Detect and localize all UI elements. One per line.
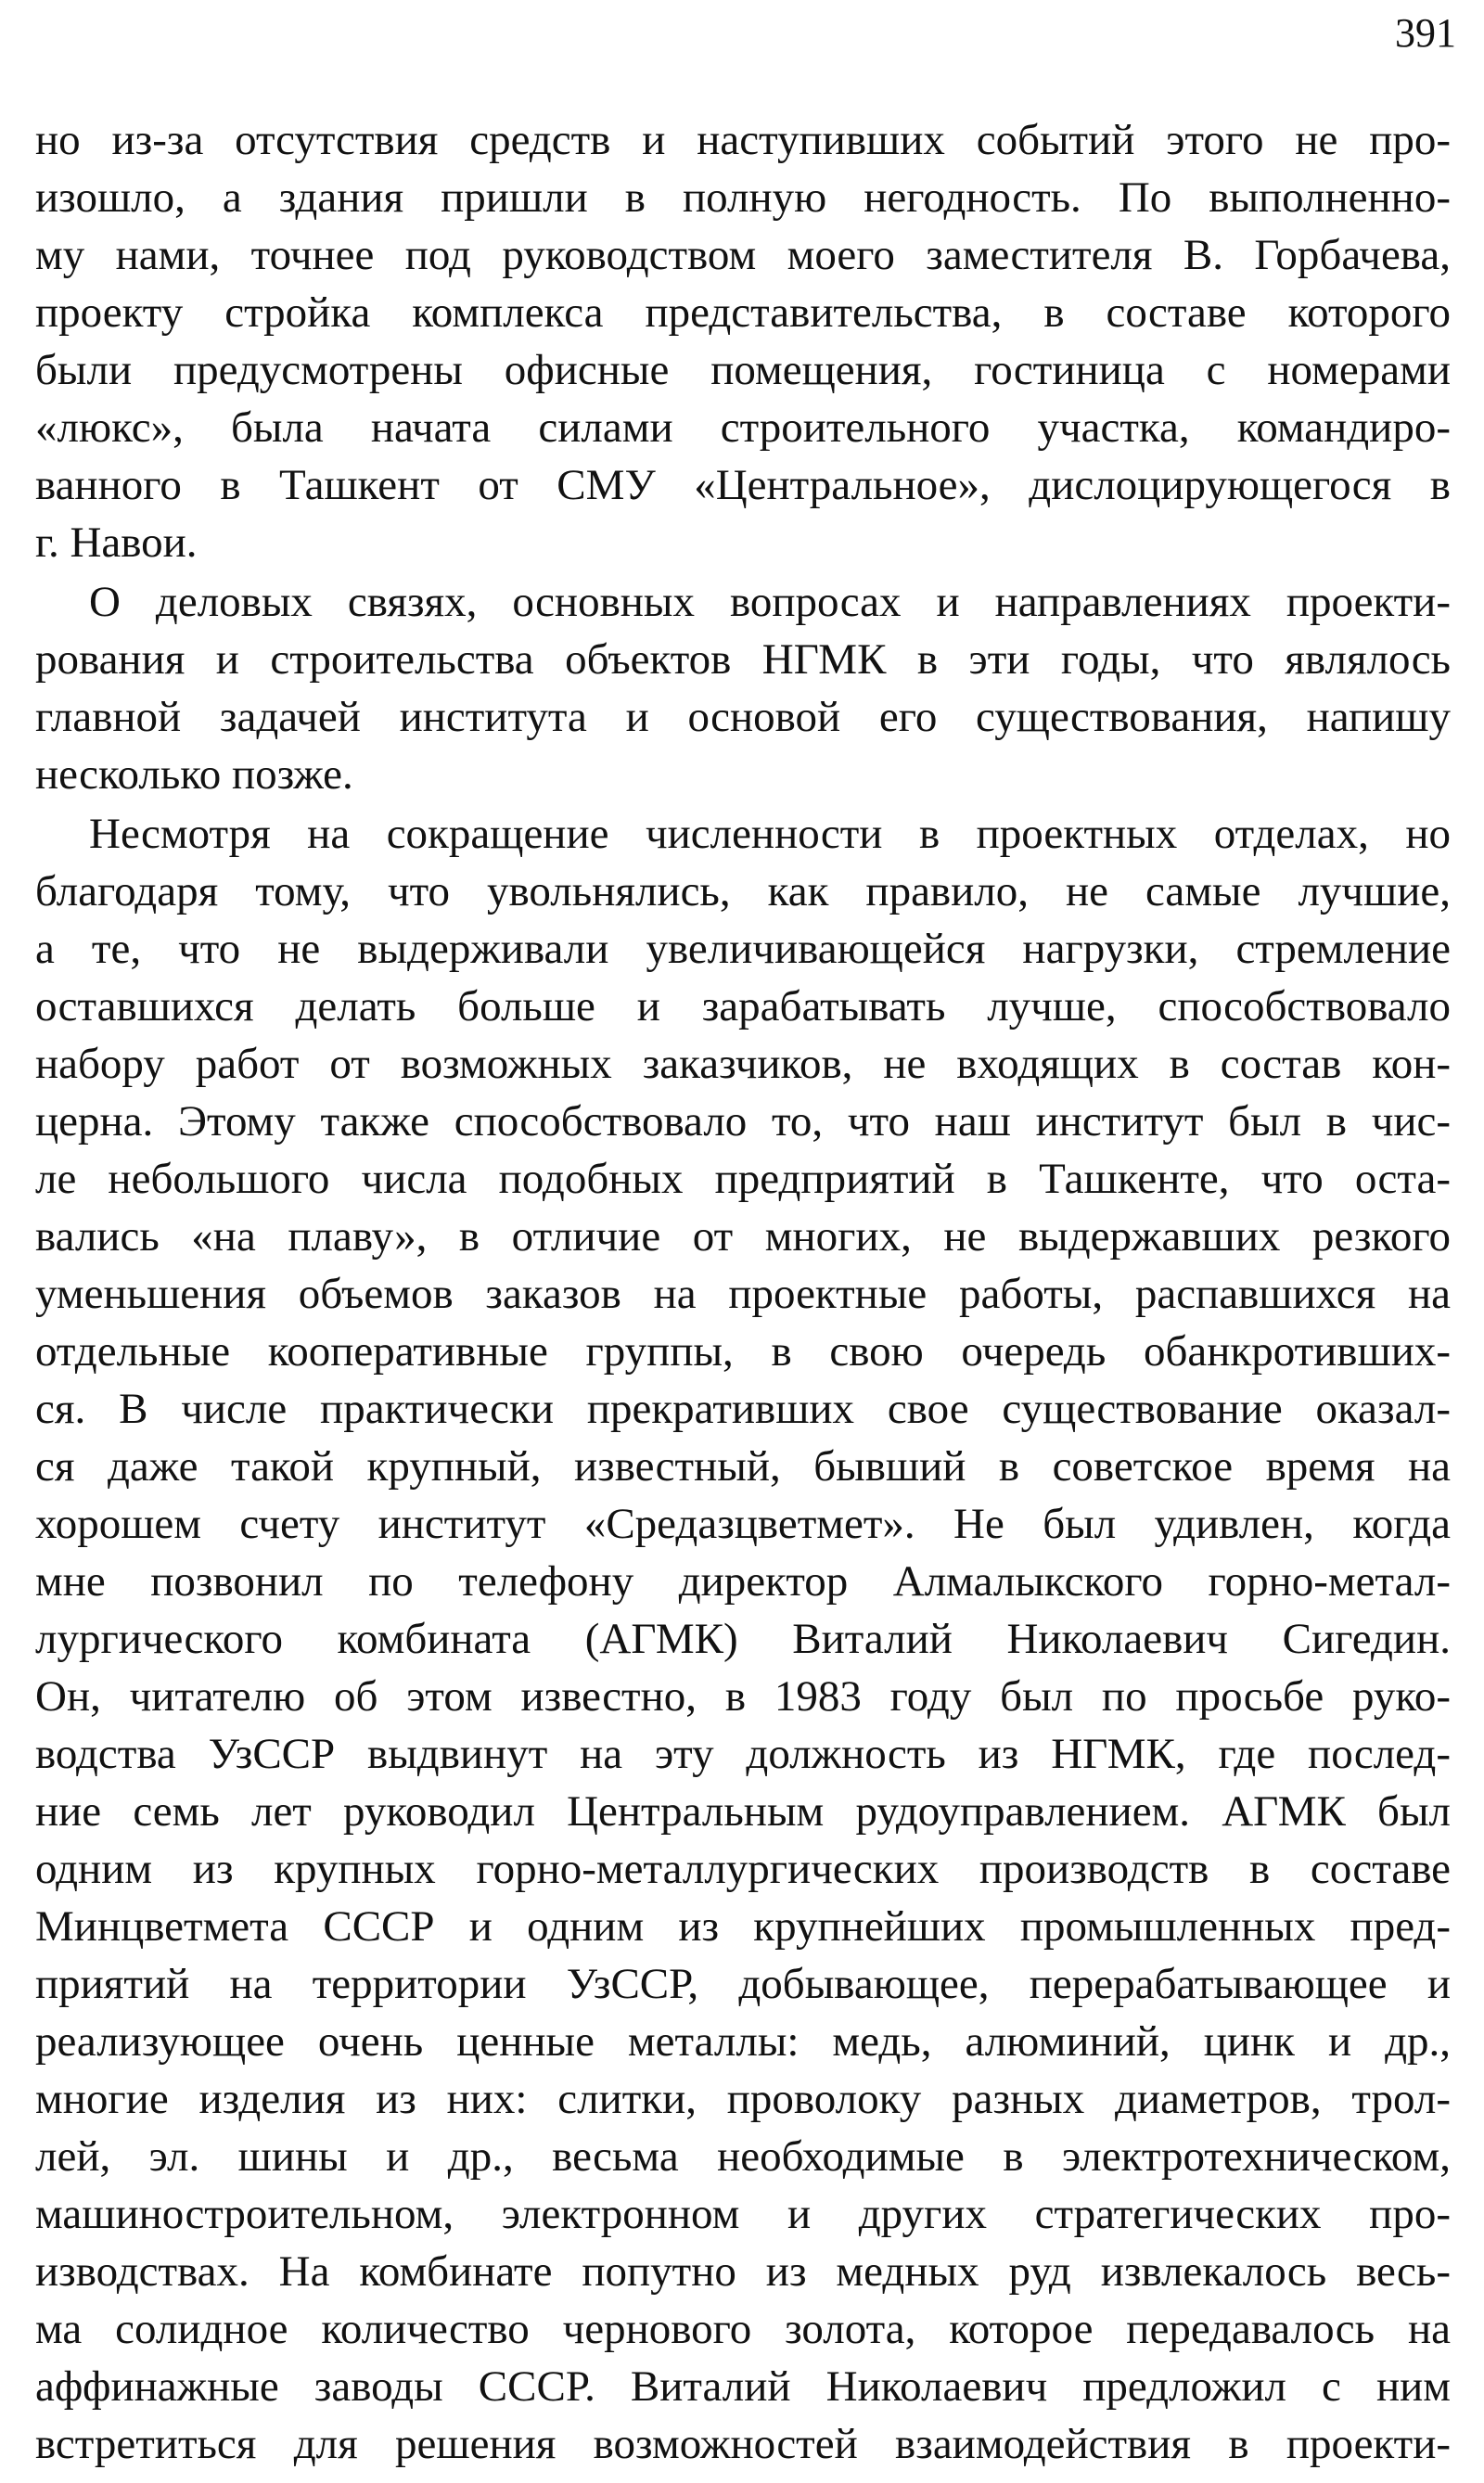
text-line: встретиться для решения возможностей взаимодействия в проекти- [35, 2420, 1451, 2468]
text-line: уменьшения объемов заказов на проектные работы, распавшихся на [35, 1270, 1451, 1318]
text-line: проекту стройка комплекса представительства, в составе которого [35, 288, 1451, 337]
paragraph [35, 111, 1451, 571]
text-line: г. Навои. [35, 518, 198, 567]
text-line: рования и строительства объектов НГМК в эти годы, что являлось [35, 635, 1451, 684]
text-line: оставшихся делать больше и зарабатывать лучше, способствовало [35, 982, 1451, 1030]
text-line: ние семь лет руководил Центральным рудоуправлением. АГМК был [35, 1787, 1451, 1836]
text-line: но из-за отсутствия средств и наступивших событий этого не про- [35, 116, 1451, 164]
text-line: благодаря тому, что увольнялись, как правило, не самые лучшие, [35, 867, 1451, 915]
text-line: главной задачей института и основой его существования, напишу [35, 693, 1451, 741]
text-line: «люкс», была начата силами строительного участка, командиро- [35, 403, 1451, 452]
text-line: набору работ от возможных заказчиков, не входящих в состав кон- [35, 1040, 1451, 1088]
paragraph [35, 573, 1451, 803]
text-line: О деловых связях, основных вопросах и направлениях проекти- [89, 578, 1451, 626]
text-line: несколько позже. [35, 750, 353, 799]
text-line: ся. В числе практически прекративших свое существование оказал- [35, 1385, 1451, 1433]
text-line: отдельные кооперативные группы, в свою очередь обанкротивших- [35, 1327, 1451, 1376]
text-line: приятий на территории УзССР, добывающее, перерабатывающее и [35, 1960, 1451, 2008]
text-line: ся даже такой крупный, известный, бывший в советское время на [35, 1442, 1451, 1491]
text-line: церна. Этому также способствовало то, что наш институт был в чис- [35, 1097, 1451, 1146]
text-line: многие изделия из них: слитки, проволоку разных диаметров, трол- [35, 2075, 1451, 2123]
body-text [35, 111, 1451, 2475]
text-line: а те, что не выдерживали увеличивающейся нагрузки, стремление [35, 925, 1451, 973]
text-line: лургического комбината (АГМК) Виталий Николаевич Сигедин. [35, 1615, 1451, 1663]
text-line: ле небольшого числа подобных предприятий в Ташкенте, что оста- [35, 1155, 1451, 1203]
text-line: реализующее очень ценные металлы: медь, алюминий, цинк и др., [35, 2017, 1451, 2066]
text-line: ванного в Ташкент от СМУ «Центральное», дислоцирующегося в [35, 461, 1451, 509]
text-line: лей, эл. шины и др., весьма необходимые в электротехническом, [35, 2132, 1451, 2181]
text-line: изошло, а здания пришли в полную негодность. По выполненно- [35, 173, 1451, 222]
text-line: Минцветмета СССР и одним из крупнейших промышленных пред- [35, 1902, 1451, 1951]
text-line: водства УзССР выдвинут на эту должность из НГМК, где послед- [35, 1730, 1451, 1778]
text-line: были предусмотрены офисные помещения, гостиница с номерами [35, 346, 1451, 394]
text-line: му нами, точнее под руководством моего заместителя В. Горбачева, [35, 231, 1451, 279]
text-line: машиностроительном, электронном и других стратегических про- [35, 2190, 1451, 2238]
text-line: Несмотря на сокращение численности в проектных отделах, но [89, 810, 1451, 858]
page-number: 391 [1395, 10, 1456, 56]
text-line: Он, читателю об этом известно, в 1983 году был по просьбе руко- [35, 1672, 1451, 1721]
text-line: аффинажные заводы СССР. Виталий Николаевич предложил с ним [35, 2362, 1451, 2411]
paragraph [35, 805, 1451, 2473]
text-line: ма солидное количество чернового золота, которое передавалось на [35, 2305, 1451, 2353]
text-line: одним из крупных горно-металлургических производств в составе [35, 1845, 1451, 1893]
text-line: изводствах. На комбинате попутно из медных руд извлекалось весь- [35, 2247, 1451, 2296]
text-line: вались «на плаву», в отличие от многих, не выдержавших резкого [35, 1212, 1451, 1261]
text-line: хорошем счету институт «Средазцветмет». Не был удивлен, когда [35, 1500, 1451, 1548]
text-line: мне позвонил по телефону директор Алмалыкского горно-метал- [35, 1557, 1451, 1606]
